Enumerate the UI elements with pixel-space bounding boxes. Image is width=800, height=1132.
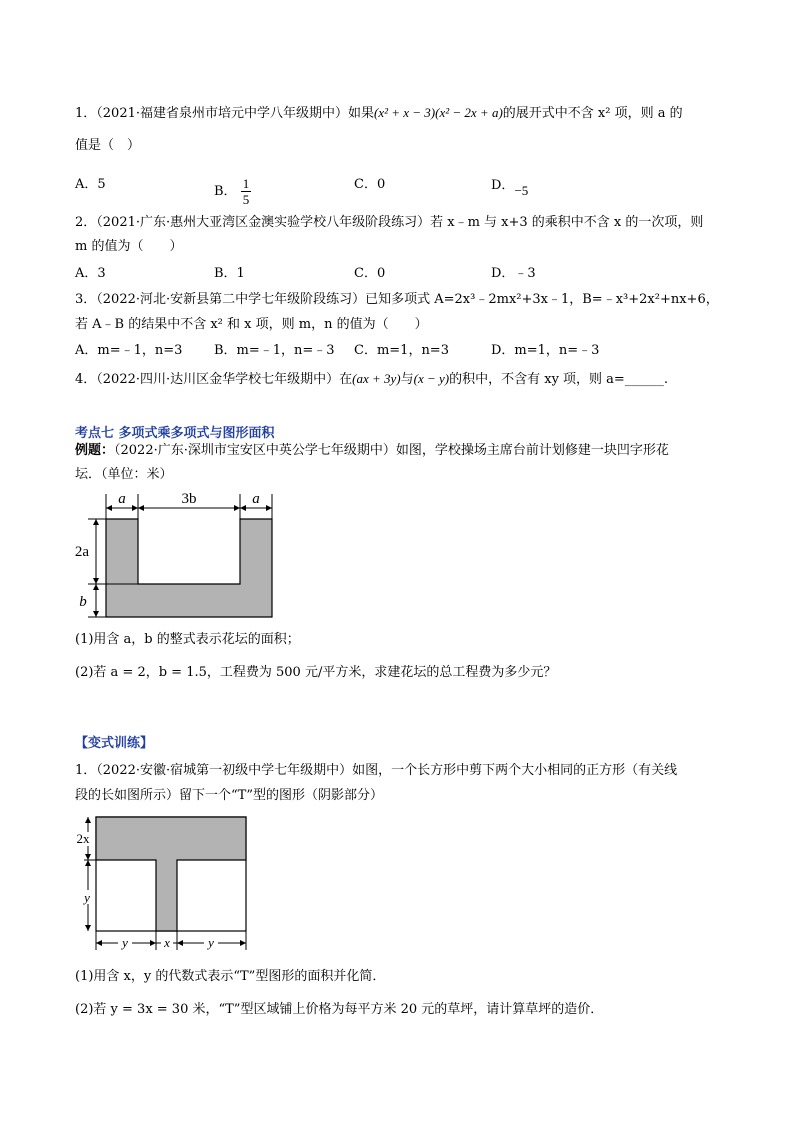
variant-q1-line1: 1．（2022·安徽·宿城第一初级中学七年级期中）如图，一个长方形中剪下两个大小相同的正方形（有关线 xyxy=(75,763,678,778)
q4-prefix: 4．（2022·四川·达川区金华学校七年级期中）在 xyxy=(75,372,353,387)
arrow-head xyxy=(240,940,246,946)
t-shape-figure xyxy=(70,812,260,957)
q1-option-a: A．5 xyxy=(75,177,106,192)
q1-line1 xyxy=(75,104,683,123)
q1-option-b-fraction xyxy=(241,176,252,207)
u-shape-shaded-area xyxy=(106,519,272,617)
q3-option-c: C．m=1，n=3 xyxy=(354,343,449,358)
label-2a: 2a xyxy=(74,544,90,560)
label-x-mid: x xyxy=(164,935,170,950)
q3-option-b: B．m=﹣1，n=﹣3 xyxy=(214,343,335,358)
arrow-head xyxy=(93,578,99,584)
arrow-head xyxy=(96,940,102,946)
arrow-head xyxy=(240,505,246,511)
fraction-denominator: 5 xyxy=(242,192,250,207)
label-y-right: y xyxy=(208,935,214,950)
q4-suffix: 的积中，不含有 xy 项，则 a=______. xyxy=(449,372,668,387)
q3-line2: 若 A﹣B 的结果中不含 x² 和 x 项，则 m，n 的值为（ ） xyxy=(75,317,428,332)
example-label: 例题： xyxy=(75,443,115,458)
q4-expression-2: (x − y) xyxy=(413,371,450,386)
arrow-head xyxy=(85,854,91,860)
label-a-left: a xyxy=(118,491,126,507)
q1-option-d-value: −5 xyxy=(514,183,529,198)
q3-line1: 3．（2022·河北·安新县第二中学七年级阶段练习）已知多项式 A=2x³﹣2mx²+3x﹣1，B=﹣x³+2x²+nx+6， xyxy=(75,292,719,307)
u-shape-figure xyxy=(70,486,280,620)
arrow-head xyxy=(177,940,183,946)
q1-option-d xyxy=(491,176,529,198)
label-3b: 3b xyxy=(181,491,197,507)
label-y-side: y xyxy=(84,890,90,905)
arrow-head xyxy=(132,505,138,511)
q2-option-b: B．1 xyxy=(214,266,245,281)
q1-expression: (x² + x − 3)(x² − 2x + a) xyxy=(374,105,503,120)
arrow-head xyxy=(234,505,240,511)
q2-line1: 2．（2021·广东·惠州大亚湾区金澳实验学校八年级阶段练习）若 x﹣m 与 x+3 的乘积中不含 x 的一次项，则 xyxy=(75,215,704,230)
arrow-head xyxy=(93,611,99,617)
q1-option-c: C．0 xyxy=(354,177,386,192)
q4-mid: 与 xyxy=(400,372,414,387)
arrow-head xyxy=(106,505,112,511)
arrow-head xyxy=(85,860,91,866)
variant-part1: (1)用含 x，y 的代数式表示“T”型图形的面积并化简． xyxy=(75,969,386,984)
q1-prefix: 1．（2021·福建省泉州市培元中学八年级期中）如果 xyxy=(75,106,374,121)
arrow-head xyxy=(85,925,91,931)
arrow-head xyxy=(150,940,156,946)
q1-suffix: 的展开式中不含 x² 项，则 a 的 xyxy=(502,106,683,121)
variant-title: 【变式训练】 xyxy=(75,736,154,751)
example-line2: 坛．（单位：米） xyxy=(75,467,173,482)
q3-option-a: A．m=﹣1，n=3 xyxy=(75,343,183,358)
label-a-right: a xyxy=(252,491,260,507)
variant-part2: (2)若 y = 3x = 30 米，“T”型区域铺上价格为每平方米 20 元的草坪，请计算草坪的造价． xyxy=(75,1002,604,1017)
variant-q1-line2: 段的长如图所示）留下一个“T”型的图形（阴影部分） xyxy=(75,788,383,803)
q2-line2: m 的值为（ ） xyxy=(75,239,183,254)
q1-line2: 值是（ ） xyxy=(75,138,141,153)
example-text: （2022·广东·深圳市宝安区中英公学七年级期中）如图，学校操场主席台前计划修建一块凹字形花 xyxy=(114,443,669,458)
example-line1 xyxy=(75,442,669,460)
label-b: b xyxy=(79,594,87,610)
arrow-head xyxy=(93,584,99,590)
fraction-numerator: 1 xyxy=(242,176,250,191)
arrow-head xyxy=(266,505,272,511)
q3-option-d: D．m=1，n=﹣3 xyxy=(491,343,600,358)
label-2x: 2x xyxy=(76,831,90,846)
arrow-head xyxy=(93,519,99,525)
example-part1: (1)用含 a，b 的整式表示花坛的面积； xyxy=(75,632,300,647)
q4-expression-1: (ax + 3y) xyxy=(352,371,401,386)
q2-option-a: A．3 xyxy=(75,266,106,281)
q1-option-d-label: D． xyxy=(491,178,515,193)
label-y-left: y xyxy=(122,935,128,950)
q4-line xyxy=(75,370,668,389)
example-part2: (2)若 a = 2，b = 1.5，工程费为 500 元/平方米，求建花坛的总工程费为多少元？ xyxy=(75,665,557,680)
q1-option-b xyxy=(214,176,251,207)
arrow-head xyxy=(85,817,91,823)
q2-option-d: D．﹣3 xyxy=(491,266,536,281)
q1-option-b-label: B． xyxy=(214,184,237,199)
section-title: 考点七 多项式乘多项式与图形面积 xyxy=(75,426,275,441)
arrow-head xyxy=(138,505,144,511)
q2-option-c: C．0 xyxy=(354,266,386,281)
